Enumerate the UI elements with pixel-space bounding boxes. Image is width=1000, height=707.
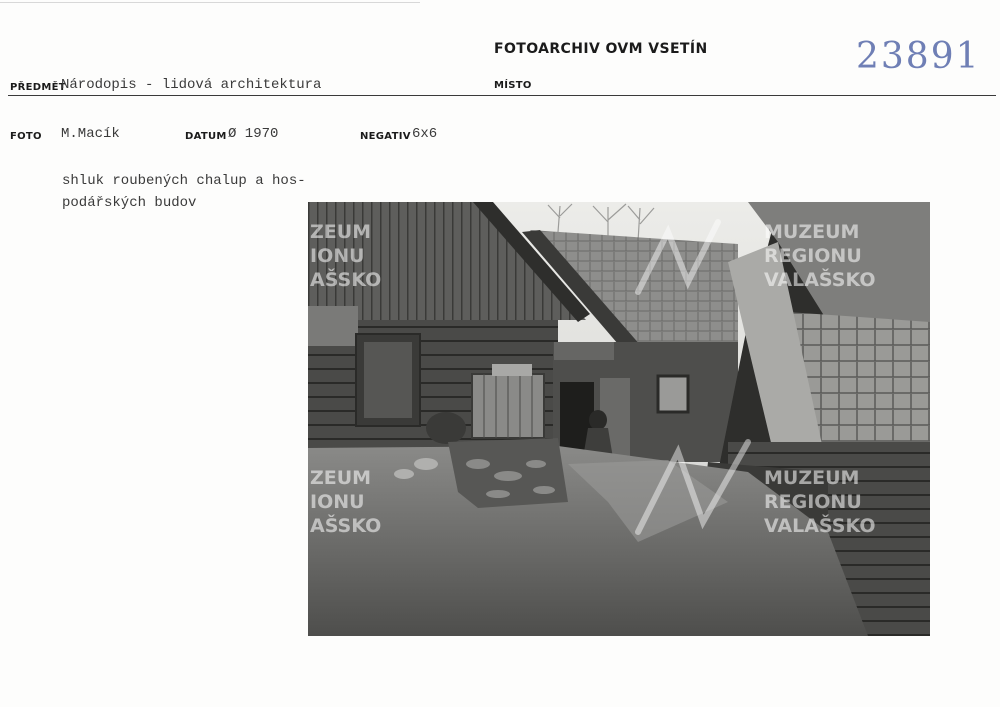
description-line-2: podářských budov bbox=[62, 195, 197, 211]
svg-text:VALAŠSKO: VALAŠSKO bbox=[764, 515, 876, 537]
svg-text:AŠSKO: AŠSKO bbox=[310, 515, 382, 537]
predmet-value: Národopis - lidová architektura bbox=[61, 77, 322, 93]
misto-label: MÍSTO bbox=[494, 80, 532, 91]
header-divider bbox=[8, 95, 996, 96]
watermark-right-bottom bbox=[764, 467, 875, 537]
watermark-right-top bbox=[764, 221, 875, 291]
description-line-1: shluk roubených chalup a hos- bbox=[62, 173, 306, 189]
svg-text:IONU: IONU bbox=[310, 245, 365, 267]
archive-photograph bbox=[308, 202, 930, 636]
foto-value: M.Macík bbox=[61, 126, 120, 142]
top-edge-line bbox=[0, 2, 420, 3]
svg-text:MUZEUM: MUZEUM bbox=[764, 467, 860, 489]
photo-description bbox=[62, 170, 306, 214]
svg-text:ZEUM: ZEUM bbox=[310, 467, 372, 489]
datum-value: Ø 1970 bbox=[228, 126, 279, 142]
inventory-number-stamp: 23891 bbox=[856, 36, 981, 77]
svg-text:IONU: IONU bbox=[310, 491, 365, 513]
predmet-label: PŘEDMĚT bbox=[10, 82, 66, 93]
archive-title: FOTOARCHIV OVM VSETÍN bbox=[494, 41, 708, 57]
svg-text:REGIONU: REGIONU bbox=[764, 491, 862, 513]
svg-text:REGIONU: REGIONU bbox=[764, 245, 862, 267]
negativ-label: NEGATIV bbox=[360, 131, 411, 142]
negativ-value: 6x6 bbox=[412, 126, 438, 142]
svg-text:ZEUM: ZEUM bbox=[310, 221, 372, 243]
svg-text:AŠSKO: AŠSKO bbox=[310, 269, 382, 291]
village-houses-photo bbox=[308, 202, 930, 636]
svg-text:VALAŠSKO: VALAŠSKO bbox=[764, 269, 876, 291]
datum-label: DATUM bbox=[185, 131, 227, 142]
svg-text:MUZEUM: MUZEUM bbox=[764, 221, 860, 243]
foto-label: FOTO bbox=[10, 131, 42, 142]
